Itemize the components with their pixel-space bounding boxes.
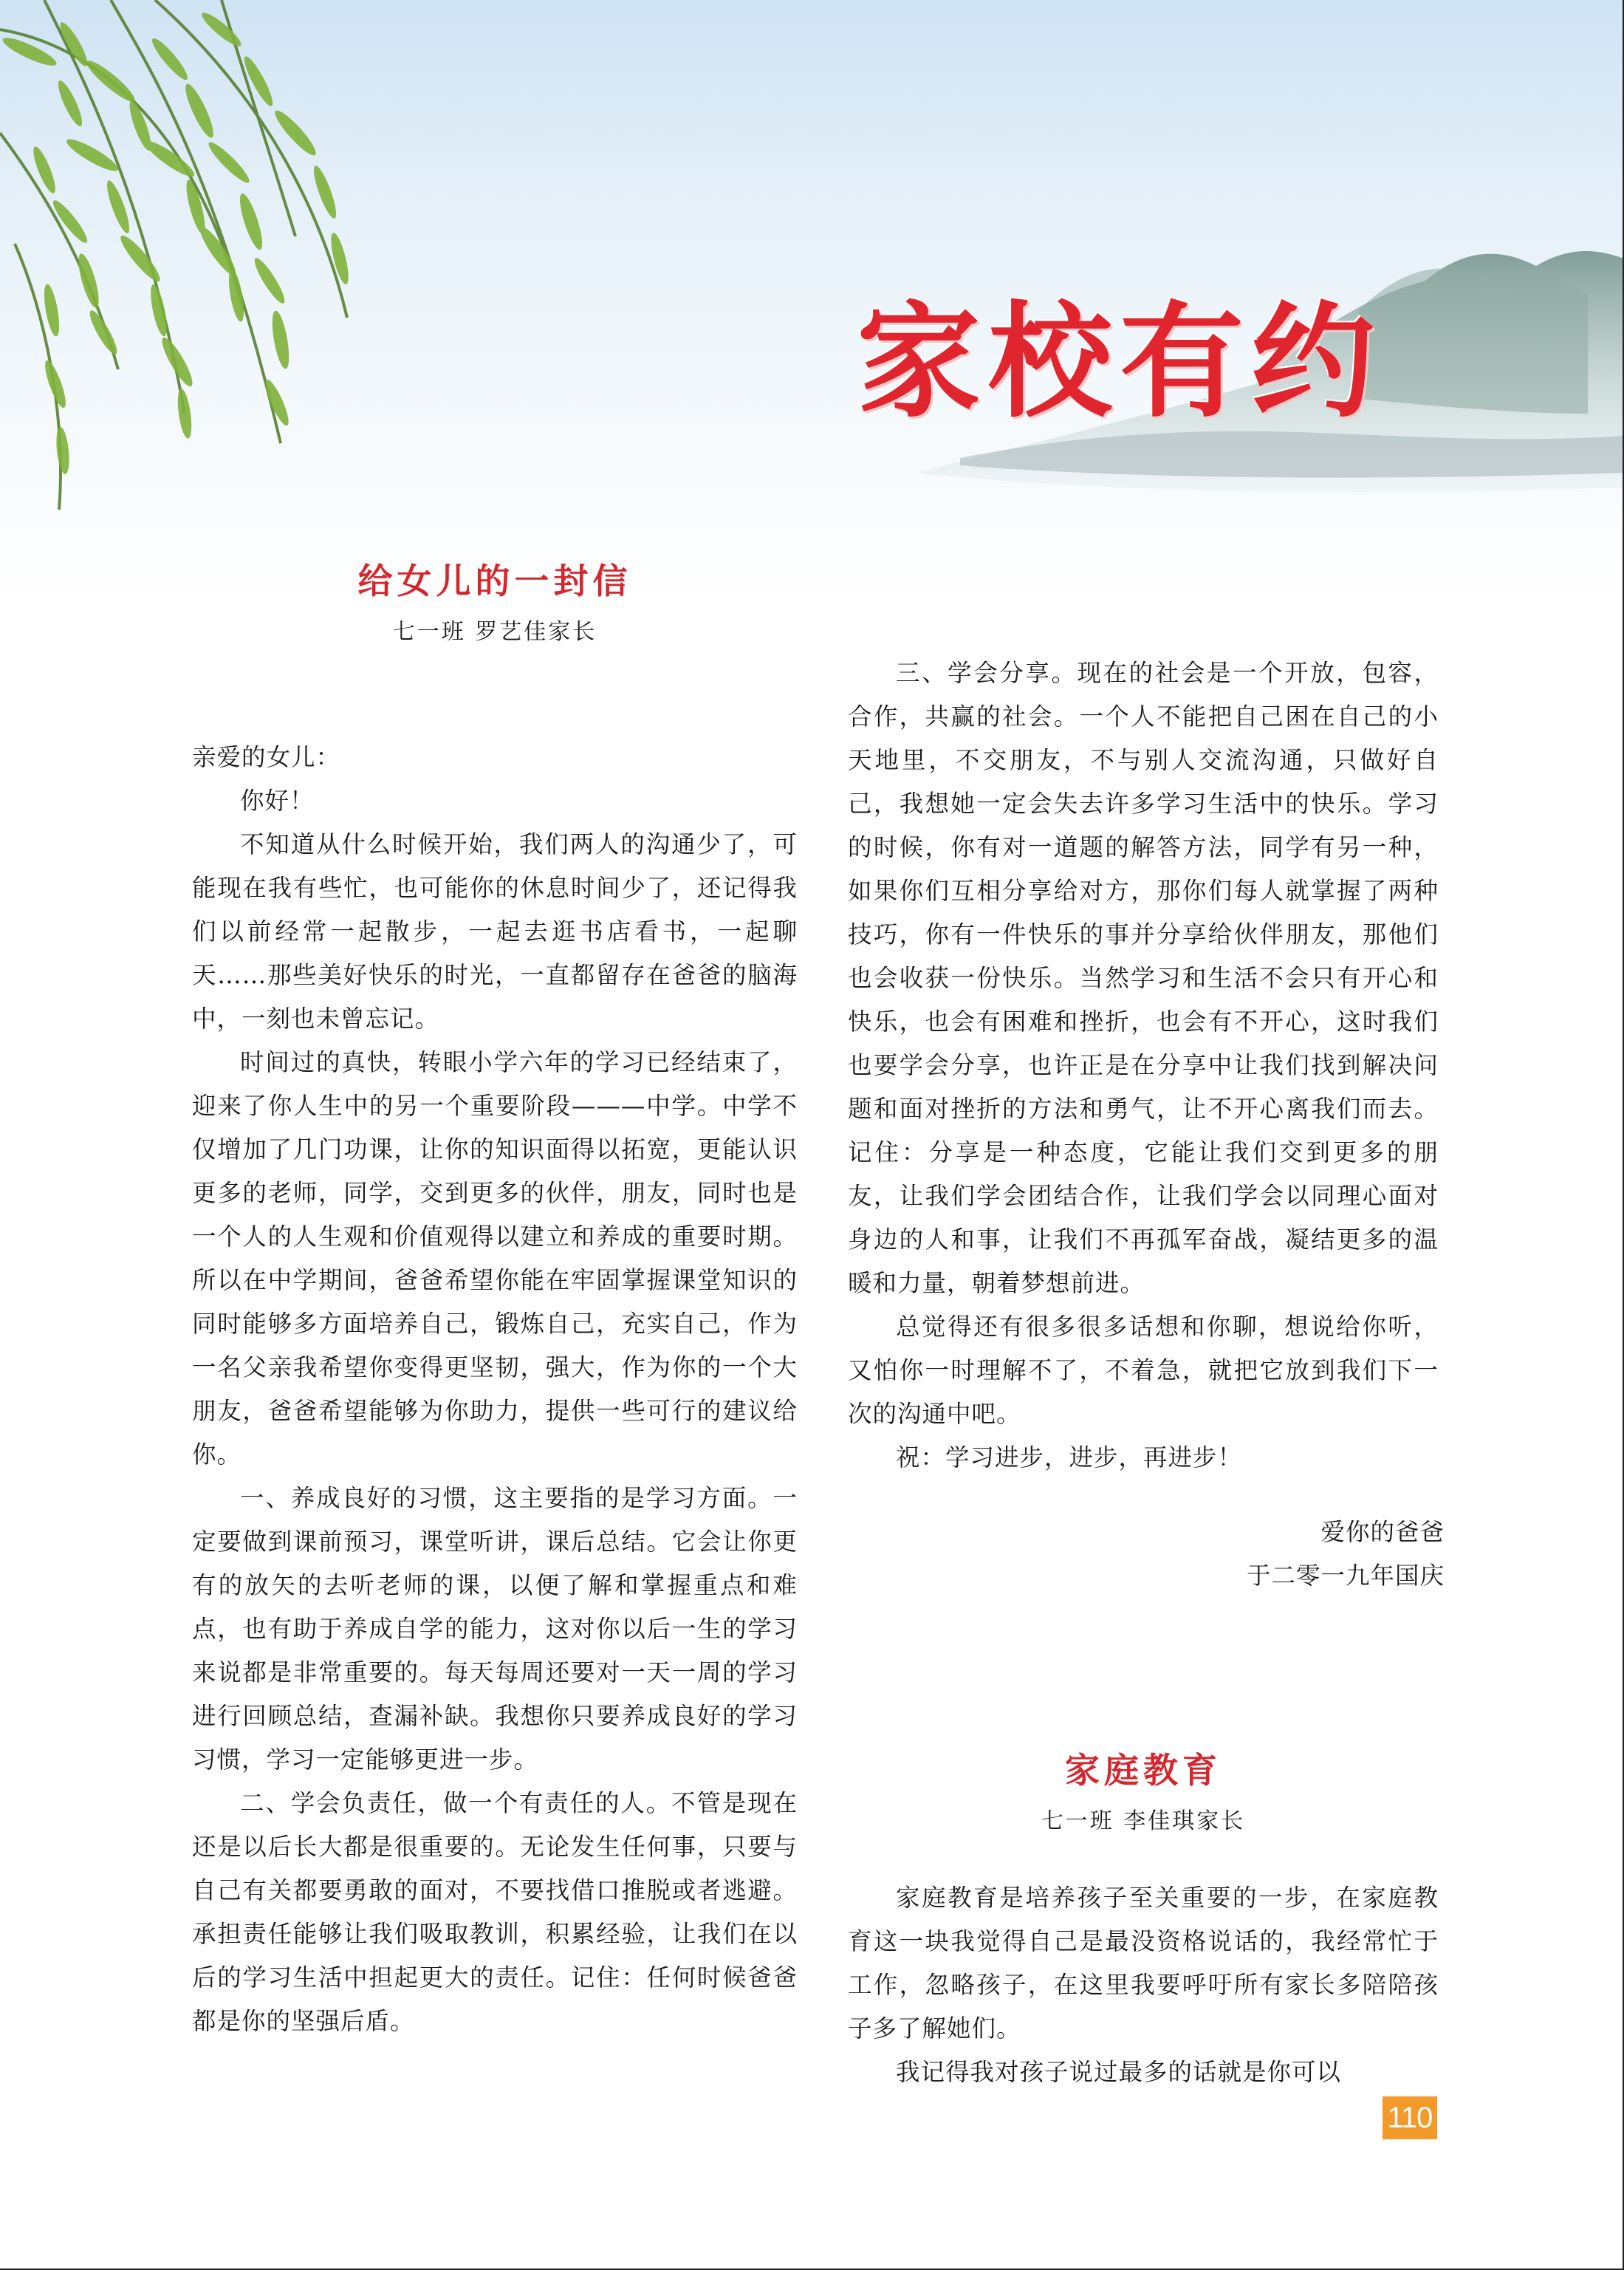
article-byline: 七一班 李佳琪家长 <box>1041 1808 1246 1834</box>
salutation: 亲爱的女儿： <box>192 743 341 771</box>
greeting: 你好！ <box>240 787 315 815</box>
paragraph: 总觉得还有很多很多话想和你聊，想说给你听，又怕你一时理解不了，不着急，就把它放到我们下一次的沟通中吧。 <box>848 1313 1439 1428</box>
article2-body <box>848 1876 1439 2094</box>
article-title: 给女儿的一封信 <box>357 561 632 602</box>
letter-date: 于二零一九年国庆 <box>1246 1562 1445 1590</box>
paragraph: 我记得我对孩子说过最多的话就是你可以 <box>896 2058 1342 2086</box>
paragraph: 三、学会分享。现在的社会是一个开放，包容，合作，共赢的社会。一个人不能把自己困在自己的小天地里，不交朋友，不与别人交流沟通，只做好自己，我想她一定会失去许多学习生活中的快乐。学习的时候，你有对一道题的解答方法，同学有另一种，如果你们互相分享给对方，那你们每人就掌握了两种技巧，你有一件快乐的事并分享给伙伴朋友，那他们也会收获一份快乐。当然学习和生活不会只有开心和快乐，也会有困难和挫折，也会有不开心，这时我们也要学会分享，也许正是在分享中让我们找到解决问题和面对挫折的方法和勇气，让不开心离我们而去。记住：分享是一种态度，它能让我们交到更多的朋友，让我们学会团结合作，让我们学会以同理心面对身边的人和事，让我们不再孤军奋战，凝结更多的温暖和力量，朝着梦想前进。 <box>848 659 1439 1297</box>
paragraph: 不知道从什么时候开始，我们两人的沟通少了，可能现在我有些忙，也可能你的休息时间少了，还记得我们以前经常一起散步，一起去逛书店看书，一起聊天……那些美好快乐的时光，一直都留存在爸爸的脑海中，一刻也未曾忘记。 <box>192 830 798 1033</box>
paragraph: 家庭教育是培养孩子至关重要的一步，在家庭教育这一块我觉得自己是最没资格说话的，我经常忙于工作，忽略孩子，在这里我要呼吁所有家长多陪陪孩子多了解她们。 <box>848 1884 1439 2042</box>
section-title: 家校有约 <box>857 290 1383 434</box>
paragraph: 二、学会负责任，做一个有责任的人。不管是现在还是以后长大都是很重要的。无论发生任何事，只要与自己有关都要勇敢的面对，不要找借口推脱或者逃避。承担责任能够让我们吸取教训，积累经验，让我们在以后的学习生活中担起更大的责任。记住：任何时候爸爸都是你的坚强后盾。 <box>192 1789 798 2035</box>
letter-body-right <box>848 652 1439 1480</box>
signature: 爱你的爸爸 <box>1320 1518 1445 1546</box>
article-byline: 七一班 罗艺佳家长 <box>392 619 597 645</box>
article-title: 家庭教育 <box>1065 1751 1222 1791</box>
paragraph: 时间过的真快，转眼小学六年的学习已经结束了，迎来了你人生中的另一个重要阶段———中学。中学不仅增加了几门功课，让你的知识面得以拓宽，更能认识更多的老师，同学，交到更多的伙伴，朋友，同时也是一个人的人生观和价值观得以建立和养成的重要时期。所以在中学期间，爸爸希望你能在牢固掌握课堂知识的同时能够多方面培养自己，锻炼自己，充实自己，作为一名父亲我希望你变得更坚韧，强大，作为你的一个大朋友，爸爸希望能够为你助力，提供一些可行的建议给你。 <box>192 1048 798 1469</box>
page-number: 110 <box>1383 2096 1437 2139</box>
paragraph: 一、养成良好的习惯，这主要指的是学习方面。一定要做到课前预习，课堂听讲，课后总结。它会让你更有的放矢的去听老师的课，以便了解和掌握重点和难点，也有助于养成自学的能力，这对你以后一生的学习来说都是非常重要的。每天每周还要对一天一周的学习进行回顾总结，查漏补缺。我想你只要养成良好的学习习惯，学习一定能够更进一步。 <box>192 1484 798 1774</box>
letter-body-left <box>192 736 798 2043</box>
paragraph: 祝：学习进步，进步，再进步！ <box>896 1443 1243 1471</box>
